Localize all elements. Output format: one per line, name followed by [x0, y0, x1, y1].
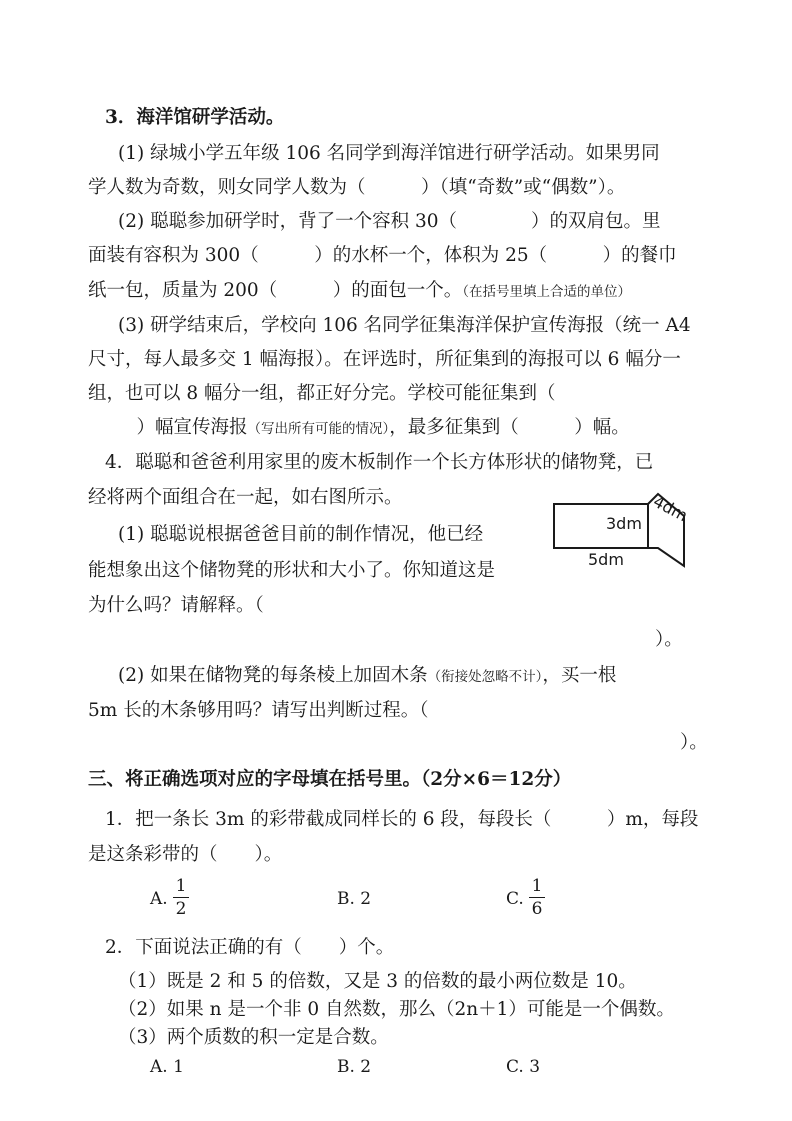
- q3-p2-line3: [88, 279, 631, 304]
- q3-p2-line1: (2) 聪聪参加研学时，背了一个容积 30（ ）的双肩包。里: [118, 211, 661, 232]
- cuboid-faces-figure: [548, 490, 708, 572]
- fraction-numerator: 1: [175, 876, 187, 896]
- q4-line2: 经将两个面组合在一起，如右图所示。: [88, 487, 403, 508]
- q3-p1-line1: (1) 绿城小学五年级 106 名同学到海洋馆进行研学活动。如果男同: [118, 143, 660, 164]
- s3-q1-option-a-fraction: [173, 876, 189, 919]
- q4-p2-line1-text: (2) 如果在储物凳的每条棱上加固木条: [118, 665, 428, 686]
- q4-p2-line1: [118, 664, 616, 689]
- s3-q2-statement-2: （2）如果 n 是一个非 0 自然数，那么（2n＋1）可能是一个偶数。: [118, 999, 675, 1020]
- fraction-bar: [529, 897, 545, 898]
- s3-q2-option-c: C. 3: [506, 1057, 541, 1077]
- s3-q1-option-c-label: C.: [506, 889, 524, 909]
- q3-p2-unit-note: （在括号里填上合适的单位）: [462, 284, 631, 300]
- fraction-denominator: 6: [531, 899, 543, 919]
- s3-q2-option-b: B. 2: [337, 1057, 372, 1077]
- q4-p2-close: ）。: [680, 732, 708, 753]
- q3-p1-line2: 学人数为奇数，则女同学人数为（ ）（填“奇数”或“偶数”）。: [88, 177, 626, 198]
- fraction-bar: [173, 897, 189, 898]
- s3-q2-line1: 2．下面说法正确的有（ ）个。: [105, 937, 395, 958]
- label-4dm: 4dm: [650, 491, 691, 526]
- s3-q1-option-b: B. 2: [337, 889, 372, 909]
- s3-q2-statement-3: （3）两个质数的积一定是合数。: [118, 1027, 389, 1048]
- q4-p2-line2: 5m 长的木条够用吗？请写出判断过程。（: [88, 700, 429, 721]
- section3-heading: 三、将正确选项对应的字母填在括号里。（2分×6＝12分）: [88, 769, 572, 790]
- q3-p3-note: （写出所有可能的情况）: [247, 421, 390, 437]
- q3-p3-line4-start: ）幅宣传海报: [118, 417, 248, 438]
- q4-p1-line2: 能想象出这个储物凳的形状和大小了。你知道这是: [88, 560, 496, 581]
- fraction-numerator: 1: [531, 876, 543, 896]
- q3-p2-line3-text: 纸一包，质量为 200（ ）的面包一个。: [88, 280, 463, 301]
- q4-p2-note: （衔接处忽略不计）: [427, 669, 543, 685]
- q3-p3-line1: (3) 研学结束后，学校向 106 名同学征集海洋保护宣传海报（统一 A4: [118, 315, 691, 336]
- q4-p2-line1-end: ，买一根: [542, 665, 617, 686]
- s3-q1-line2: 是这条彩带的（ ）。: [88, 844, 283, 865]
- q4-p1-line1: (1) 聪聪说根据爸爸目前的制作情况，他已经: [118, 524, 484, 545]
- s3-q1-option-a-label: A.: [150, 889, 168, 909]
- label-3dm: 3dm: [606, 514, 642, 533]
- s3-q1-option-c-fraction: [529, 876, 545, 919]
- q4-p1-close: ）。: [655, 629, 683, 650]
- q3-p3-line4: [118, 416, 630, 441]
- q3-p3-line4-end: ，最多征集到（ ）幅。: [389, 417, 630, 438]
- q3-p2-line2: 面装有容积为 300（ ）的水杯一个，体积为 25（ ）的餐巾: [88, 245, 677, 266]
- q4-line1: 4．聪聪和爸爸利用家里的废木板制作一个长方体形状的储物凳，已: [105, 452, 654, 473]
- label-5dm: 5dm: [588, 550, 624, 569]
- s3-q2-statement-1: （1）既是 2 和 5 的倍数，又是 3 的倍数的最小两位数是 10。: [118, 971, 637, 992]
- q3-p3-line2: 尺寸，每人最多交 1 幅海报）。在评选时，所征集到的海报可以 6 幅分一: [88, 349, 681, 370]
- q3-p3-line3: 组，也可以 8 幅分一组，都正好分完。学校可能征集到（: [88, 383, 556, 404]
- s3-q1-line1: 1．把一条长 3m 的彩带截成同样长的 6 段，每段长（ ）m，每段: [105, 809, 699, 830]
- s3-q2-option-a: A. 1: [150, 1057, 184, 1077]
- fraction-denominator: 2: [175, 899, 187, 919]
- q4-p1-line3: 为什么吗？请解释。（: [88, 595, 264, 616]
- q3-heading: 3．海洋馆研学活动。: [105, 107, 285, 128]
